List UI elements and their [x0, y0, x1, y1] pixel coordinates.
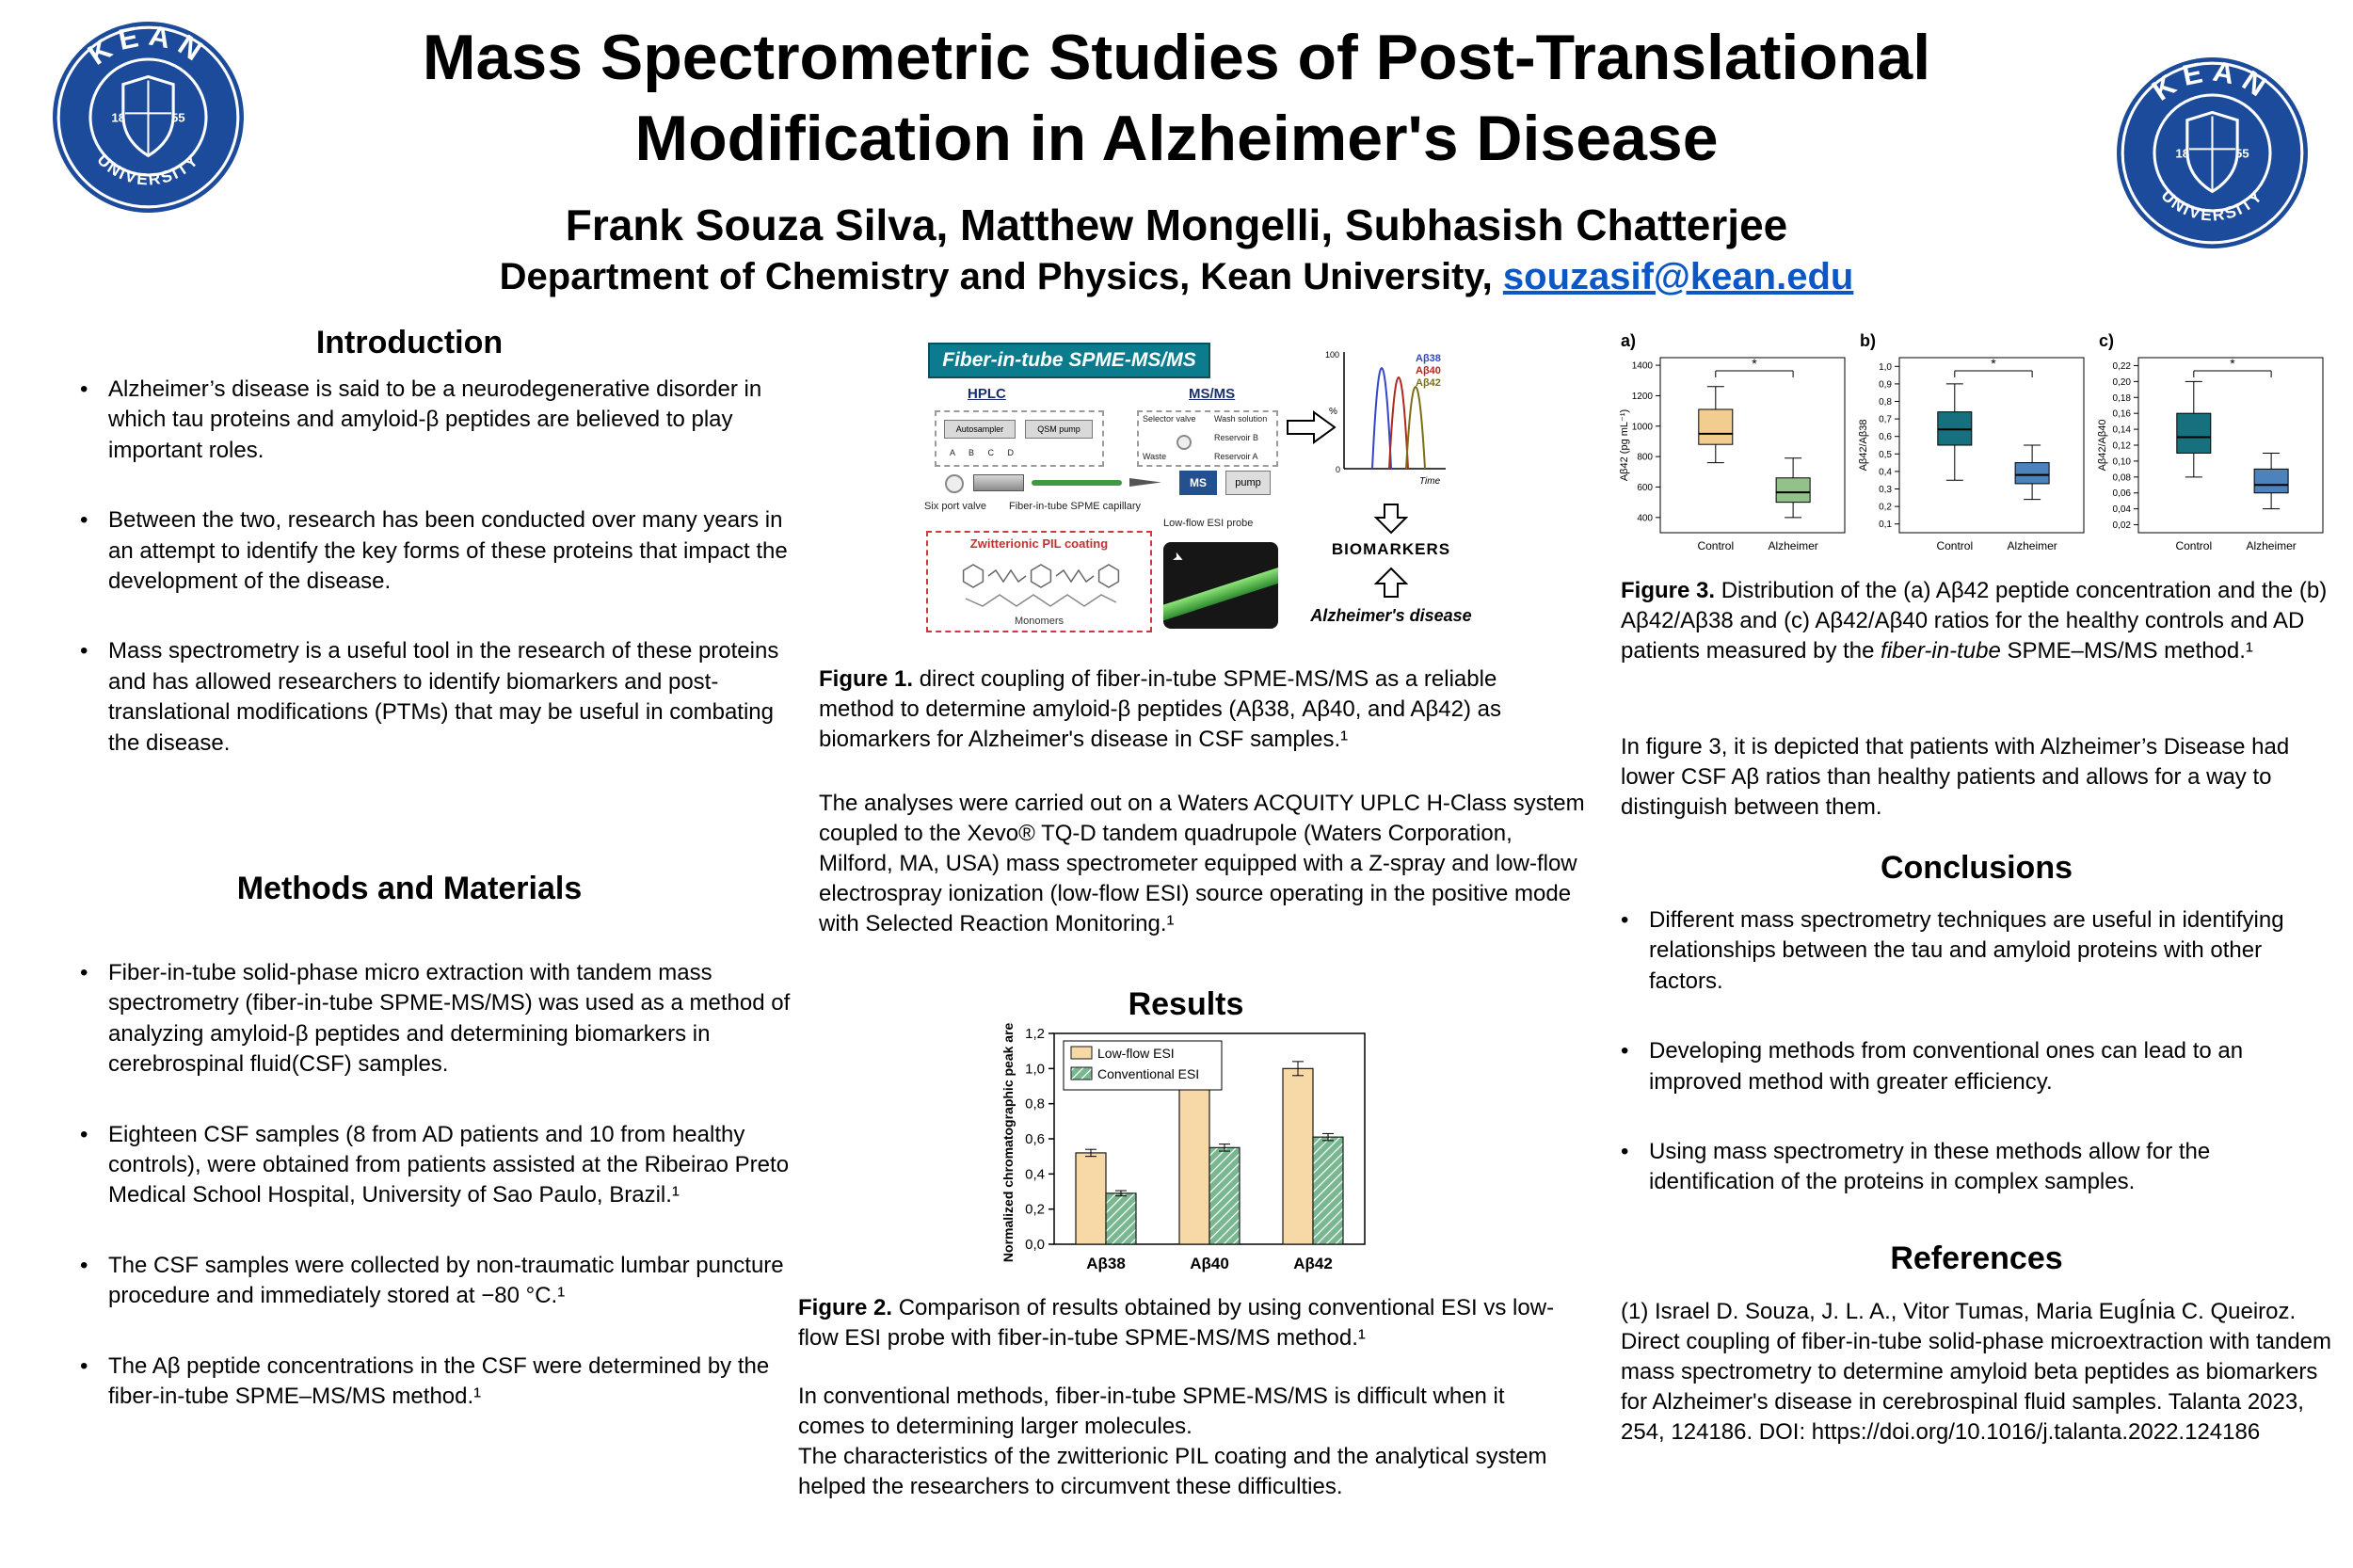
chrom-ylabel: % [1329, 407, 1337, 417]
figure2-caption-text: Comparison of results obtained by using conventional ESI vs low-flow ESI probe with fiber-in-tube SPME-MS/MS method.¹ [798, 1295, 1555, 1351]
msms-label: MS/MS [1189, 386, 1236, 402]
svg-text:0,02: 0,02 [2112, 520, 2131, 532]
up-block-arrow-icon [1374, 567, 1408, 599]
bullet-item [80, 1251, 795, 1312]
svg-text:800: 800 [1637, 452, 1653, 463]
svg-text:0,1: 0,1 [1879, 520, 1892, 531]
svg-text:0,2: 0,2 [1025, 1201, 1045, 1218]
esi-probe-label: Low-flow ESI probe [1163, 518, 1254, 529]
svg-text:*: * [2230, 356, 2235, 371]
svg-text:0,8: 0,8 [1879, 397, 1892, 408]
figure1-caption-text: direct coupling of fiber-in-tube SPME-MS/MS as a reliable method to determine amyloid-β peptides (Aβ38, Aβ40, and Aβ42) as biomarkers for Alzheimer's disease in CSF samples.¹ [819, 666, 1501, 752]
bullet-text: Mass spectrometry is a useful tool in the research of these proteins and has allowed researchers to identify biomarkers and post-translational modifications (PTMs) that may be useful in combating the disease. [108, 638, 779, 756]
methods-heading: Methods and Materials [236, 871, 583, 906]
ms-box: MS [1179, 471, 1217, 495]
bullet-dot: • [80, 1252, 88, 1278]
bullet-text: Using mass spectrometry in these methods allow for the identification of the proteins in complex samples. [1649, 1138, 2211, 1195]
coating-box [926, 531, 1152, 632]
monomers-label: Monomers [1015, 616, 1064, 627]
bullet-dot: • [80, 1352, 88, 1379]
department-text: Department of Chemistry and Physics, Kean University, [499, 256, 1503, 297]
wash-solution-label: Wash solution [1214, 414, 1268, 424]
conclusions-heading: Conclusions [1880, 850, 2073, 886]
figure3-caption-italic: fiber-in-tube [1881, 637, 2001, 664]
figure3-paragraph: In figure 3, it is depicted that patients with Alzheimer’s Disease had lower CSF Aβ ratios than healthy patients and allows for a way to distinguish between them. [1621, 734, 2290, 820]
bullet-item [80, 505, 795, 597]
six-port-valve-label: Six port valve [924, 501, 987, 512]
svg-text:0,14: 0,14 [2112, 424, 2131, 436]
svg-text:0,6: 0,6 [1025, 1131, 1045, 1147]
svg-text:0,08: 0,08 [2112, 472, 2131, 484]
down-block-arrow-icon [1374, 503, 1408, 535]
figure3c-box-plot [2095, 329, 2330, 565]
figure3-caption-after: SPME–MS/MS method.¹ [2000, 637, 2253, 664]
svg-text:0,4: 0,4 [1025, 1166, 1045, 1183]
selector-valve-label: Selector valve [1143, 414, 1196, 424]
svg-text:1,2: 1,2 [1025, 1026, 1045, 1042]
figure3b-box-plot [1856, 329, 2091, 565]
svg-text:0,06: 0,06 [2112, 488, 2131, 500]
svg-text:Aβ42: Aβ42 [1293, 1255, 1333, 1272]
chrom-xlabel: Time [1419, 476, 1441, 487]
peak-ab38 [1372, 368, 1391, 469]
bullet-dot: • [1621, 907, 1629, 933]
svg-text:600: 600 [1637, 482, 1653, 493]
figure3-caption-before: Distribution of the (a) Aβ42 peptide concentration and the (b) Aβ42/Aβ38 and (c) Aβ42/Aβ40 ratios for the healthy controls and AD patients measured by the [1621, 578, 2328, 664]
svg-text:400: 400 [1637, 513, 1653, 524]
introduction-bullets [80, 375, 795, 798]
coating-label: Zwitterionic PIL coating [969, 536, 1109, 551]
figure1-banner: Fiber-in-tube SPME-MS/MS [928, 343, 1210, 378]
spme-capillary-label: Fiber-in-tube SPME capillary [1009, 501, 1141, 512]
svg-text:Conventional ESI: Conventional ESI [1097, 1066, 1200, 1081]
bullet-text: Between the two, research has been conducted over many years in an attempt to identify the key forms of these proteins that impact the development of the disease. [108, 507, 788, 594]
svg-text:Aβ42/Aβ38: Aβ42/Aβ38 [1858, 419, 1869, 472]
alzheimers-disease-label: Alzheimer's disease [1310, 606, 1472, 625]
svg-text:UNIVERSITY: UNIVERSITY [2157, 185, 2267, 225]
svg-text:1,0: 1,0 [1879, 361, 1892, 373]
valve-icon [1176, 435, 1192, 450]
figure1-caption [819, 664, 1572, 755]
bullet-item [1621, 1137, 2336, 1198]
introduction-heading: Introduction [315, 325, 504, 360]
affiliation-line [0, 256, 2353, 298]
svg-text:1400: 1400 [1631, 360, 1653, 372]
svg-text:a): a) [1621, 331, 1637, 350]
hplc-label: HPLC [968, 386, 1006, 402]
svg-text:*: * [1991, 356, 1996, 371]
svg-text:c): c) [2099, 331, 2115, 350]
reference-item: (1) Israel D. Souza, J. L. A., Vitor Tumas, Maria EugÍnia C. Queiroz. Direct coupling of fiber-in-tube solid-phase microextraction with tandem mass spectrometry to determine amyloid beta peptides as biomarkers for Alzheimer's disease in cerebrospinal fluid samples. Talanta 2023, 254, 124186. DOI: https://doi.org/10.1016/j.talanta.2022.124186 [1621, 1299, 2332, 1445]
monomer-structures-icon [945, 557, 1137, 612]
svg-text:Aβ42/Aβ40: Aβ42/Aβ40 [2097, 419, 2108, 472]
fiber-photo [1163, 542, 1278, 629]
esi-needle-icon [1129, 478, 1161, 487]
svg-text:Aβ42 (pg mL⁻¹): Aβ42 (pg mL⁻¹) [1619, 408, 1630, 482]
svg-text:55: 55 [170, 110, 185, 125]
svg-text:1000: 1000 [1631, 422, 1653, 433]
svg-text:55: 55 [2234, 146, 2249, 161]
figure3-caption [1621, 576, 2331, 666]
svg-text:Aβ40: Aβ40 [1190, 1255, 1229, 1272]
svg-text:UNIVERSITY: UNIVERSITY [93, 150, 203, 189]
svg-text:Low-flow ESI: Low-flow ESI [1097, 1046, 1175, 1061]
pump-box: pump [1225, 471, 1271, 495]
peak-ab42 [1406, 387, 1425, 469]
svg-text:0,12: 0,12 [2112, 440, 2131, 452]
coated-fiber-icon [1163, 559, 1278, 623]
bullet-dot: • [80, 376, 88, 402]
legend-ab40: Aβ40 [1416, 365, 1441, 376]
svg-text:0,5: 0,5 [1879, 449, 1892, 460]
biomarkers-label: BIOMARKERS [1331, 540, 1451, 558]
chrom-ytop-label: 100 [1325, 350, 1340, 360]
msms-module-box [1137, 410, 1278, 467]
results-paragraph-line2: The characteristics of the zwitterionic PIL coating and the analytical system helped the researchers to circumvent these difficulties. [798, 1443, 1547, 1499]
email-link[interactable]: souzasif@kean.edu [1502, 256, 1854, 297]
qsm-pump-box: QSM pump [1025, 420, 1093, 439]
waste-label: Waste [1143, 452, 1167, 461]
svg-text:0,7: 0,7 [1879, 414, 1892, 425]
svg-text:0,16: 0,16 [2112, 408, 2131, 420]
reservoir-b-label: Reservoir B [1214, 433, 1259, 442]
bullet-text: Fiber-in-tube solid-phase micro extraction with tandem mass spectrometry (fiber-in-tube SPME-MS/MS) was used as a method of analyzing amyloid-β peptides and determining biomarkers in cerebrospinal fluid(CSF) samples. [108, 960, 791, 1078]
svg-text:0,0: 0,0 [1025, 1237, 1045, 1253]
bullet-text: Different mass spectrometry techniques are useful in identifying relationships between the tau and amyloid proteins with other factors. [1649, 907, 2284, 994]
svg-text:0,10: 0,10 [2112, 456, 2131, 468]
svg-text:*: * [1752, 356, 1757, 371]
bullet-item [80, 1352, 795, 1413]
svg-text:0,2: 0,2 [1879, 502, 1892, 513]
results-heading: Results [1128, 986, 1244, 1022]
figure3-caption-label: Figure 3. [1621, 578, 1716, 603]
svg-text:0,9: 0,9 [1879, 379, 1892, 391]
svg-text:0,8: 0,8 [1025, 1096, 1045, 1112]
reservoir-a-label: Reservoir A [1214, 452, 1258, 461]
svg-text:0,4: 0,4 [1879, 467, 1892, 478]
figure3a-box-plot [1617, 329, 1852, 565]
bullet-item [1621, 905, 2336, 997]
poster-title-line2: Modification in Alzheimer's Disease [634, 103, 1719, 174]
svg-text:0,3: 0,3 [1879, 485, 1892, 495]
solvent-lines-label: A B C D [950, 448, 1020, 457]
results-paragraph-line1: In conventional methods, fiber-in-tube SPME-MS/MS is difficult when it comes to determining larger molecules. [798, 1384, 1505, 1439]
bullet-text: The CSF samples were collected by non-traumatic lumbar puncture procedure and immediately stored at −80 °C.¹ [108, 1252, 784, 1309]
bullet-item [80, 375, 795, 466]
conclusions-bullets [1621, 905, 2336, 1238]
svg-text:Control: Control [1697, 539, 1735, 552]
figure1-schematic [911, 331, 1472, 655]
svg-text:18: 18 [2175, 146, 2190, 161]
peak-ab40 [1389, 377, 1408, 469]
figure1-caption-label: Figure 1. [819, 666, 914, 692]
bullet-dot: • [1621, 1038, 1629, 1064]
svg-text:1200: 1200 [1631, 391, 1653, 402]
svg-text:Alzheimer: Alzheimer [1768, 539, 1818, 552]
svg-text:KEAN: KEAN [81, 21, 216, 72]
six-port-valve-icon [945, 474, 964, 493]
bullet-text: Eighteen CSF samples (8 from AD patients and 10 from healthy controls), were obtained from patients assisted at the Ribeirao Preto Medical School Hospital, University of Sao Paulo, Brazil.¹ [108, 1121, 790, 1208]
spme-capillary-icon [1032, 480, 1122, 486]
svg-text:0,6: 0,6 [1879, 432, 1892, 443]
results-paragraph [798, 1382, 1570, 1502]
bullet-dot: • [80, 638, 88, 664]
hplc-module-box [935, 410, 1104, 467]
bullet-dot: • [80, 507, 88, 534]
figure2-caption [798, 1293, 1565, 1353]
bullet-text: Alzheimer’s disease is said to be a neurodegenerative disorder in which tau proteins and amyloid-β peptides are believed to play important roles. [108, 376, 762, 463]
bullet-item [80, 1120, 795, 1211]
instrument-paragraph: The analyses were carried out on a Waters ACQUITY UPLC H-Class system coupled to the Xevo® TQ-D tandem quadrupole (Waters Corporation, Milford, MA, USA) mass spectrometer equipped with a Z-spray and low-flow electrospray ionization (low-flow ESI) source operating in the positive mode with Selected Reaction Monitoring.¹ [819, 791, 1585, 936]
photo-arrow-icon: ➤ [1170, 548, 1187, 567]
bullet-item [80, 636, 795, 759]
svg-text:18: 18 [111, 110, 126, 125]
legend-ab38: Aβ38 [1416, 353, 1441, 364]
legend-ab42: Aβ42 [1416, 377, 1441, 389]
svg-text:Control: Control [2175, 539, 2213, 552]
svg-text:Alzheimer: Alzheimer [2007, 539, 2057, 552]
svg-text:KEAN: KEAN [2145, 56, 2280, 107]
autosampler-box: Autosampler [944, 420, 1016, 439]
figure2-caption-label: Figure 2. [798, 1295, 893, 1320]
methods-bullets [80, 958, 795, 1451]
bullet-text: The Aβ peptide concentrations in the CSF were determined by the fiber-in-tube SPME–MS/MS method.¹ [108, 1352, 770, 1409]
svg-text:0,22: 0,22 [2112, 360, 2131, 372]
bullet-dot: • [80, 1121, 88, 1147]
svg-text:Aβ38: Aβ38 [1086, 1255, 1126, 1272]
references-heading: References [1890, 1240, 2063, 1276]
svg-text:Alzheimer: Alzheimer [2246, 539, 2297, 552]
column-icon [973, 474, 1024, 491]
figure2-bar-chart [998, 1022, 1374, 1284]
bullet-dot: • [1621, 1138, 1629, 1164]
bullet-item [1621, 1036, 2336, 1097]
chrom-ybottom-label: 0 [1336, 465, 1341, 474]
svg-text:1,0: 1,0 [1025, 1061, 1045, 1078]
poster-title-line1: Mass Spectrometric Studies of Post-Translational [422, 22, 1931, 93]
svg-text:0,20: 0,20 [2112, 376, 2131, 388]
svg-text:0,18: 0,18 [2112, 392, 2131, 404]
bullet-text: Developing methods from conventional ones can lead to an improved method with greater efficiency. [1649, 1038, 2244, 1095]
authors-line: Frank Souza Silva, Matthew Mongelli, Subhasish Chatterjee [565, 200, 1788, 249]
bullet-dot: • [80, 960, 88, 985]
svg-text:Normalized chromatographic pea: Normalized chromatographic peak area [1000, 1022, 1016, 1263]
chromatogram [1323, 343, 1449, 495]
bullet-item [80, 958, 795, 1080]
svg-text:Control: Control [1936, 539, 1974, 552]
svg-text:0,04: 0,04 [2112, 504, 2131, 516]
svg-text:b): b) [1860, 331, 1876, 350]
